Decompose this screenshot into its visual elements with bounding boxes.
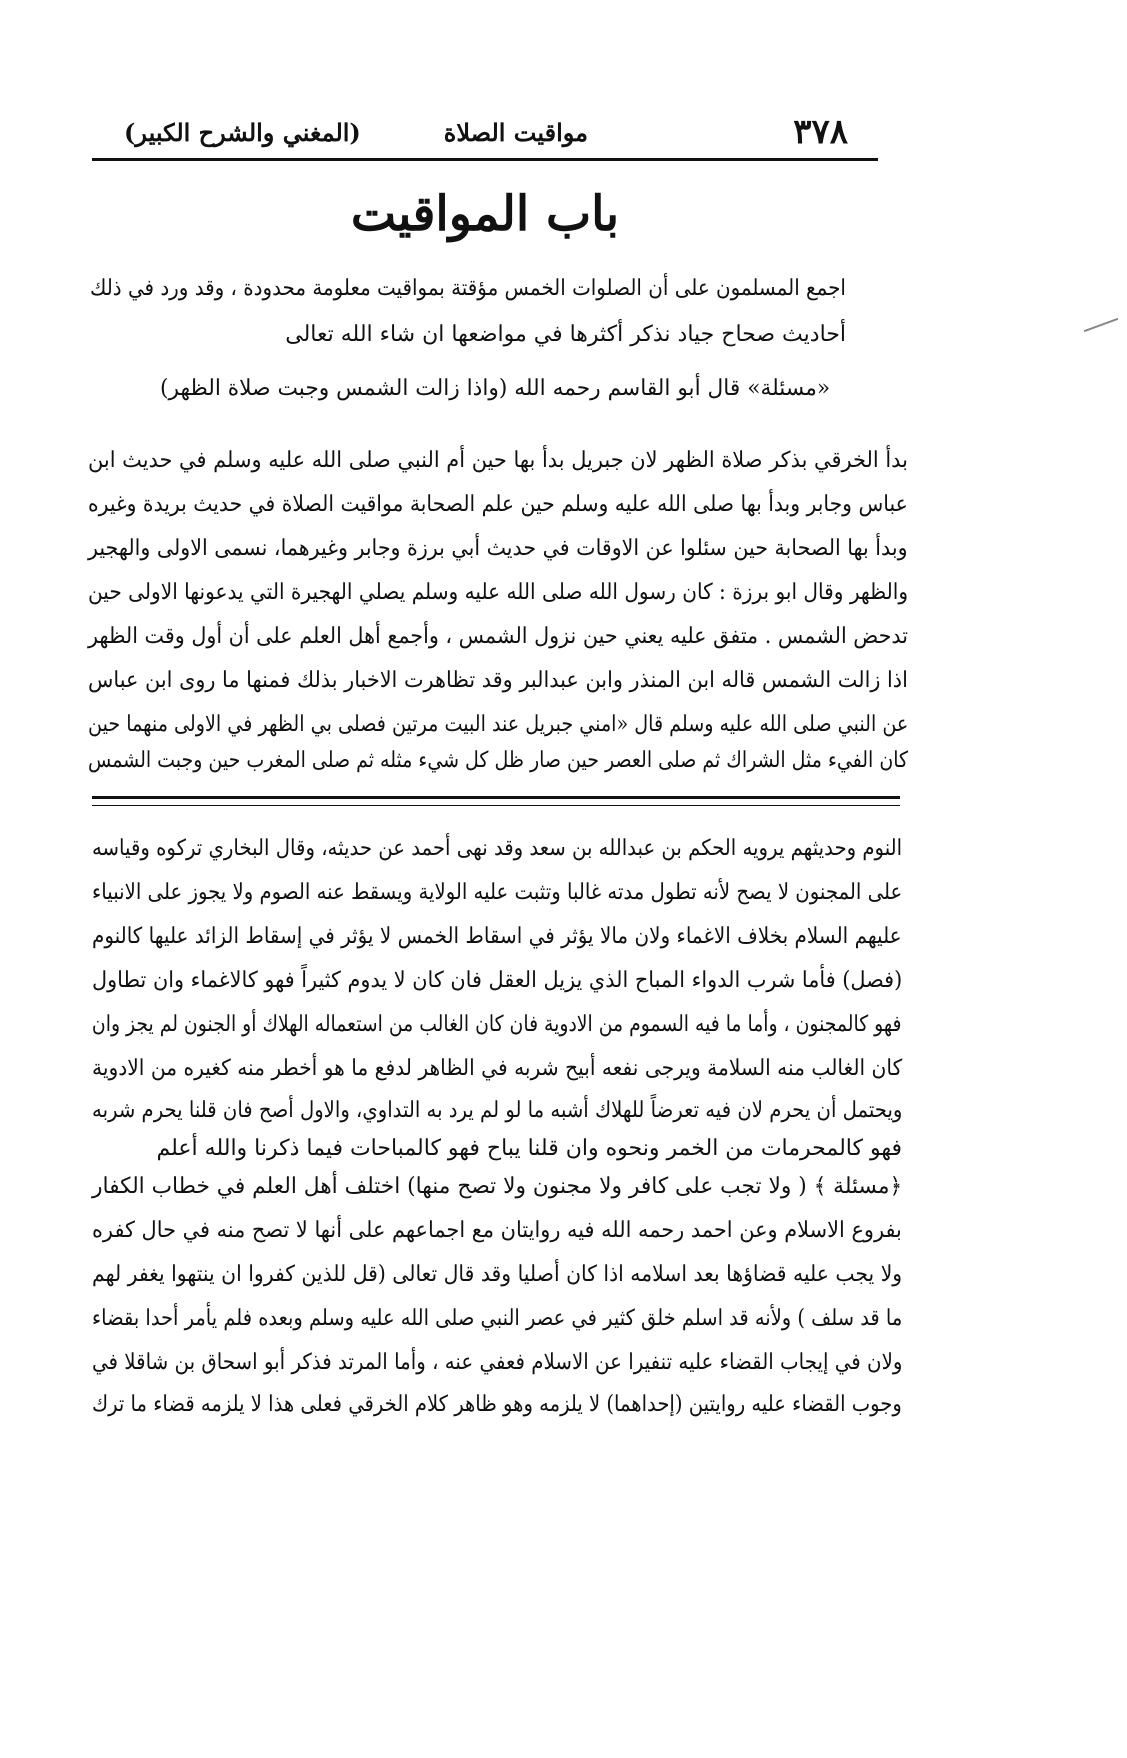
chapter-title: باب المواقيت <box>350 186 620 242</box>
commentary-line: وجوب القضاء عليه روايتين (إحداهما) لا يلزمه وهو ظاهر كلام الخرقي فعلى هذا لا يلزمه قضاء ما ترك <box>92 1392 902 1417</box>
commentary-line: (فصل) فأما شرب الدواء المباح الذي يزيل العقل فان كان لا يدوم كثيراً فهو كالاغماء وان تطاول <box>91 968 902 993</box>
commentary-line: فهو كالمحرمات من الخمر ونحوه وان قلنا يباح فهو كالمباحات فيما ذكرنا والله أعلم <box>156 1136 902 1161</box>
commentary-line: عليهم السلام بخلاف الاغماء ولان مالا يؤثر في اسقاط الخمس لا يؤثر في إسقاط الزائد عليها كالنوم <box>92 924 902 949</box>
margin-pencil-mark <box>1084 318 1119 332</box>
commentary-line: بفروع الاسلام وعن احمد رحمه الله فيه روايتان مع اجماعهم على أنها لا تصح منه في حال كفره <box>92 1218 902 1243</box>
commentary-line: النوم وحديثهم يرويه الحكم بن عبدالله بن سعد وقد نهى أحمد عن حديثه، وقال البخاري تركوه وقياسه <box>91 836 902 861</box>
main-text-line: تدحض الشمس . متفق عليه يعني حين نزول الشمس ، وأجمع أهل العلم على أن أول وقت الظهر <box>87 624 908 649</box>
section-divider <box>92 796 900 806</box>
commentary-line: على المجنون لا يصح لأنه تطول مدته غالبا وتثبت عليه الولاية ويسقط عنه الصوم ولا يجوز على الانبياء <box>91 880 902 905</box>
intro-line: أحاديث صحاح جياد نذكر أكثرها في مواضعها ان شاء الله تعالى <box>285 322 846 347</box>
commentary-text <box>92 838 902 1758</box>
commentary-line: ولا يجب عليه قضاؤها بعد اسلامه اذا كان أصليا وقد قال تعالى (قل للذين كفروا ان ينتهوا يغفر لهم <box>91 1262 902 1287</box>
intro-line: اجمع المسلمون على أن الصلوات الخمس مؤقتة بمواقيت معلومة محدودة ، وقد ورد في ذلك <box>90 276 846 301</box>
masala-heading <box>160 378 830 418</box>
main-text-line: عباس وجابر وبدأ بها صلى الله عليه وسلم حين علم الصحابة مواقيت الصلاة في حديث بريدة وغيره <box>88 492 908 517</box>
main-text-line: كان الفيء مثل الشراك ثم صلى العصر حين صار ظل كل شيء مثله ثم صلى المغرب حين وجبت الشمس <box>87 748 908 773</box>
main-text <box>88 450 908 780</box>
commentary-line: كان الغالب منه السلامة ويرجى نفعه أبيح شربه في الظاهر لدفع ما هو أخطر منه كغيره من الادوية <box>91 1056 902 1081</box>
running-header <box>92 112 878 158</box>
commentary-line: فهو كالمجنون ، وأما ما فيه السموم من الادوية فان كان الغالب من استعماله الهلاك أو الجنون لم يجز وان <box>92 1012 902 1037</box>
main-text-line: عن النبي صلى الله عليه وسلم قال «امني جبريل عند البيت مرتين فصلى بي الظهر في الاولى منهما حين <box>87 712 908 737</box>
main-text-line: والظهر وقال ابو برزة : كان رسول الله صلى الله عليه وسلم يصلي الهجيرة التي يدعونها الاولى حين <box>87 580 908 605</box>
commentary-line: ﴿مسئلة ﴾ ( ولا تجب على كافر ولا مجنون ولا تصح منها) اختلف أهل العلم في خطاب الكفار <box>91 1174 902 1199</box>
masala-line: «مسئلة» قال أبو القاسم رحمه الله (واذا زالت الشمس وجبت صلاة الظهر) <box>159 376 830 401</box>
header-rule <box>92 158 878 161</box>
commentary-line: ولان في إيجاب القضاء عليه تنفيرا عن الاسلام فعفي عنه ، وأما المرتد فذكر أبو اسحاق بن شاقلا في <box>91 1350 902 1375</box>
main-text-line: بدأ الخرقي بذكر صلاة الظهر لان جبريل بدأ بها حين أم النبي صلى الله عليه وسلم في حديث ابن <box>88 448 908 473</box>
book-title: (المغني والشرح الكبير) <box>124 118 361 147</box>
commentary-line: ويحتمل أن يحرم لان فيه تعرضاً للهلاك أشبه ما لو لم يرد به التداوي، والاول أصح فان قلنا يحرم شربه <box>91 1098 902 1123</box>
commentary-line: ما قد سلف ) ولأنه قد اسلم خلق كثير في عصر النبي صلى الله عليه وسلم وبعده فلم يأمر أحدا بقضاء <box>91 1306 902 1331</box>
intro-paragraph <box>90 278 846 358</box>
page-number: ٣٧٨ <box>793 112 848 152</box>
main-text-line: اذا زالت الشمس قاله ابن المنذر وابن عبدالبر وقد تظاهرت الاخبار بذلك فمنها ما روى ابن عباس <box>88 668 908 693</box>
main-text-line: وبدأ بها الصحابة حين سئلوا عن الاوقات في حديث أبي برزة وجابر وغيرهما، نسمى الاولى والهجير <box>88 536 908 561</box>
section-title: مواقيت الصلاة <box>443 118 588 147</box>
